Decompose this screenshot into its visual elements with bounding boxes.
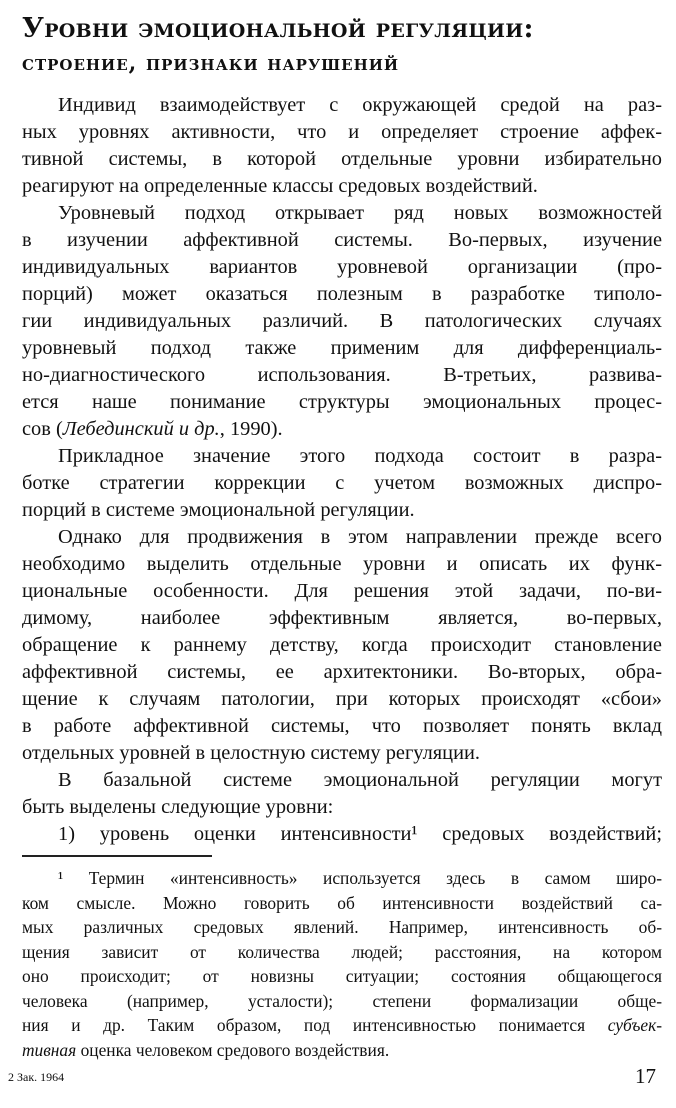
citation-authors: Лебединский и др. bbox=[62, 418, 220, 440]
body-line: порций в системе эмоциональной регуляции. bbox=[22, 499, 415, 521]
footnote-divider bbox=[22, 855, 212, 857]
body-line: Уровневый подход открывает ряд новых возможностей bbox=[58, 202, 662, 224]
footnote-line: ком смысле. Можно говорить об интенсивности воздействий са- bbox=[22, 892, 662, 913]
body-line: индивидуальных вариантов уровневой организации (про- bbox=[22, 256, 662, 278]
body-line: Прикладное значение этого подхода состоит в разра- bbox=[58, 445, 662, 467]
body-line: необходимо выделить отдельные уровни и описать их функ- bbox=[22, 553, 662, 575]
body-line: аффективной системы, ее архитектоники. Во-вторых, обра- bbox=[22, 661, 662, 683]
printer-signature: 2 Зак. 1964 bbox=[8, 1070, 65, 1084]
body-line: 1) уровень оценки интенсивности¹ средовых воздействий; bbox=[58, 823, 662, 845]
body-line: ботке стратегии коррекции с учетом возможных диспро- bbox=[22, 472, 662, 494]
body-line: порций) может оказаться полезным в разработке типоло- bbox=[22, 283, 662, 305]
section-heading bbox=[22, 12, 662, 78]
body-line: в работе аффективной системы, что позволяет понять вклад bbox=[22, 715, 662, 737]
body-line: щение к случаям патологии, при которых происходят «сбои» bbox=[22, 688, 662, 710]
footnote-line: ¹ Термин «интенсивность» используется здесь в самом широ- bbox=[58, 868, 662, 888]
footnote-line: ния и др. Таким образом, под интенсивностью понимается субъек- bbox=[22, 1015, 662, 1035]
footnote-line: щения зависит от количества людей; расстояния, на котором bbox=[22, 941, 662, 962]
body-line: обращение к раннему детству, когда происходит становление bbox=[22, 634, 662, 656]
body-line: В базальной системе эмоциональной регуляции могут bbox=[58, 769, 662, 791]
footnote bbox=[22, 866, 662, 1062]
heading-line-2: строение, признаки нарушений bbox=[22, 50, 400, 76]
body-line: циональные особенности. Для решения этой задачи, по-ви- bbox=[22, 580, 662, 602]
body-line: Однако для продвижения в этом направлении прежде всего bbox=[58, 526, 662, 548]
body-line: сов (Лебединский и др., 1990). bbox=[22, 418, 283, 440]
body-line: но-диагностического использования. В-третьих, развива- bbox=[22, 364, 662, 386]
body-line: Индивид взаимодействует с окружающей средой на раз- bbox=[58, 94, 662, 116]
heading-line-1: Уровни эмоциональной регуляции: bbox=[22, 13, 534, 44]
page-number: 17 bbox=[635, 1064, 656, 1088]
body-line: ных уровнях активности, что и определяет строение аффек- bbox=[22, 121, 662, 143]
body-line: ется наше понимание структуры эмоциональных процес- bbox=[22, 391, 662, 413]
footnote-italic: субъек- bbox=[607, 1015, 662, 1035]
footnote-line: мых различных средовых явлений. Например, интенсивность об- bbox=[22, 917, 662, 937]
body-line: тивной системы, в которой отдельные уровни избирательно bbox=[22, 148, 662, 170]
footnote-line: тивная оценка человеком средового воздействия. bbox=[22, 1039, 390, 1060]
body-line: гии индивидуальных различий. В патологических случаях bbox=[22, 310, 662, 332]
body-text bbox=[22, 92, 662, 848]
footnote-italic: тивная bbox=[22, 1039, 77, 1060]
body-line: реагируют на определенные классы средовых воздействий. bbox=[22, 175, 538, 197]
footnote-line: оно происходит; от новизны ситуации; состояния общающегося bbox=[22, 966, 662, 986]
body-line: уровневый подход также применим для дифференциаль- bbox=[22, 337, 662, 359]
body-line: отдельных уровней в целостную систему регуляции. bbox=[22, 742, 480, 764]
body-line: димому, наиболее эффективным является, во-первых, bbox=[22, 607, 662, 629]
footnote-line: человека (например, усталости); степени формализации обще- bbox=[22, 990, 662, 1011]
body-line: в изучении аффективной системы. Во-первых, изучение bbox=[22, 229, 662, 251]
body-line: быть выделены следующие уровни: bbox=[22, 796, 334, 818]
